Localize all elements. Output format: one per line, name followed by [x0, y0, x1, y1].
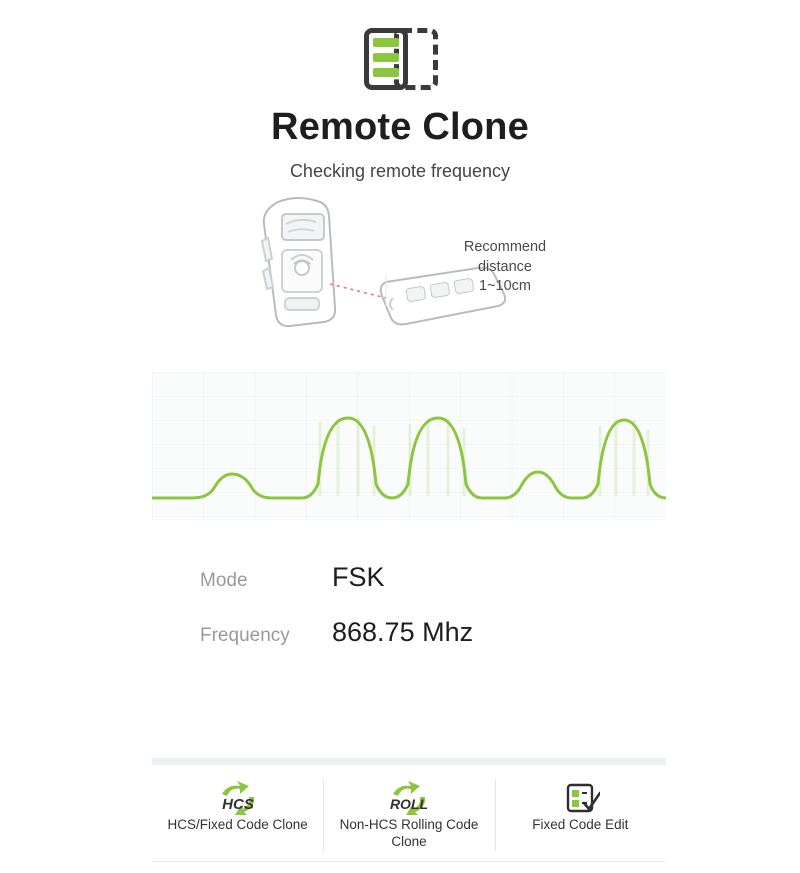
bottom-separator — [152, 758, 666, 765]
roll-recycle-icon — [327, 781, 490, 815]
battery-bars — [373, 38, 399, 83]
bottom-item-hcs-fixed-code-clone[interactable] — [152, 777, 323, 861]
bottom-item-label: HCS/Fixed Code Clone — [167, 817, 308, 832]
bottom-item-fixed-code-edit[interactable] — [495, 777, 666, 861]
bottom-item-non-hcs-rolling-code-clone[interactable] — [323, 777, 494, 861]
distance-value: 1~10cm — [479, 278, 531, 295]
info-panel — [0, 562, 800, 648]
frequency-label: Frequency — [200, 625, 290, 646]
hcs-icon-text: HCS — [221, 796, 254, 813]
bottom-item-label: Fixed Code Edit — [532, 817, 629, 832]
hcs-recycle-icon — [156, 781, 319, 815]
mode-value: FSK — [332, 562, 385, 592]
frequency-waveform — [152, 372, 666, 520]
edit-checklist-icon — [499, 781, 662, 815]
frequency-value: 868.75 Mhz — [332, 617, 474, 647]
page-title: Remote Clone — [271, 106, 529, 148]
page-subtitle: Checking remote frequency — [289, 161, 511, 181]
mode-label: Mode — [200, 570, 248, 591]
bottom-bar — [152, 758, 666, 862]
roll-icon-text: ROLL — [389, 796, 429, 812]
info-row-frequency — [200, 617, 800, 648]
recommend-distance — [440, 238, 570, 297]
distance-dotted-line — [330, 284, 386, 298]
bottom-item-label: Non-HCS Rolling Code Clone — [339, 817, 479, 849]
battery-clone-icon — [354, 18, 446, 100]
handheld-programmer-icon — [262, 198, 335, 326]
info-row-mode — [200, 562, 800, 593]
header — [0, 0, 800, 182]
illustration — [0, 194, 800, 354]
distance-label: Recommend distance — [463, 239, 547, 275]
